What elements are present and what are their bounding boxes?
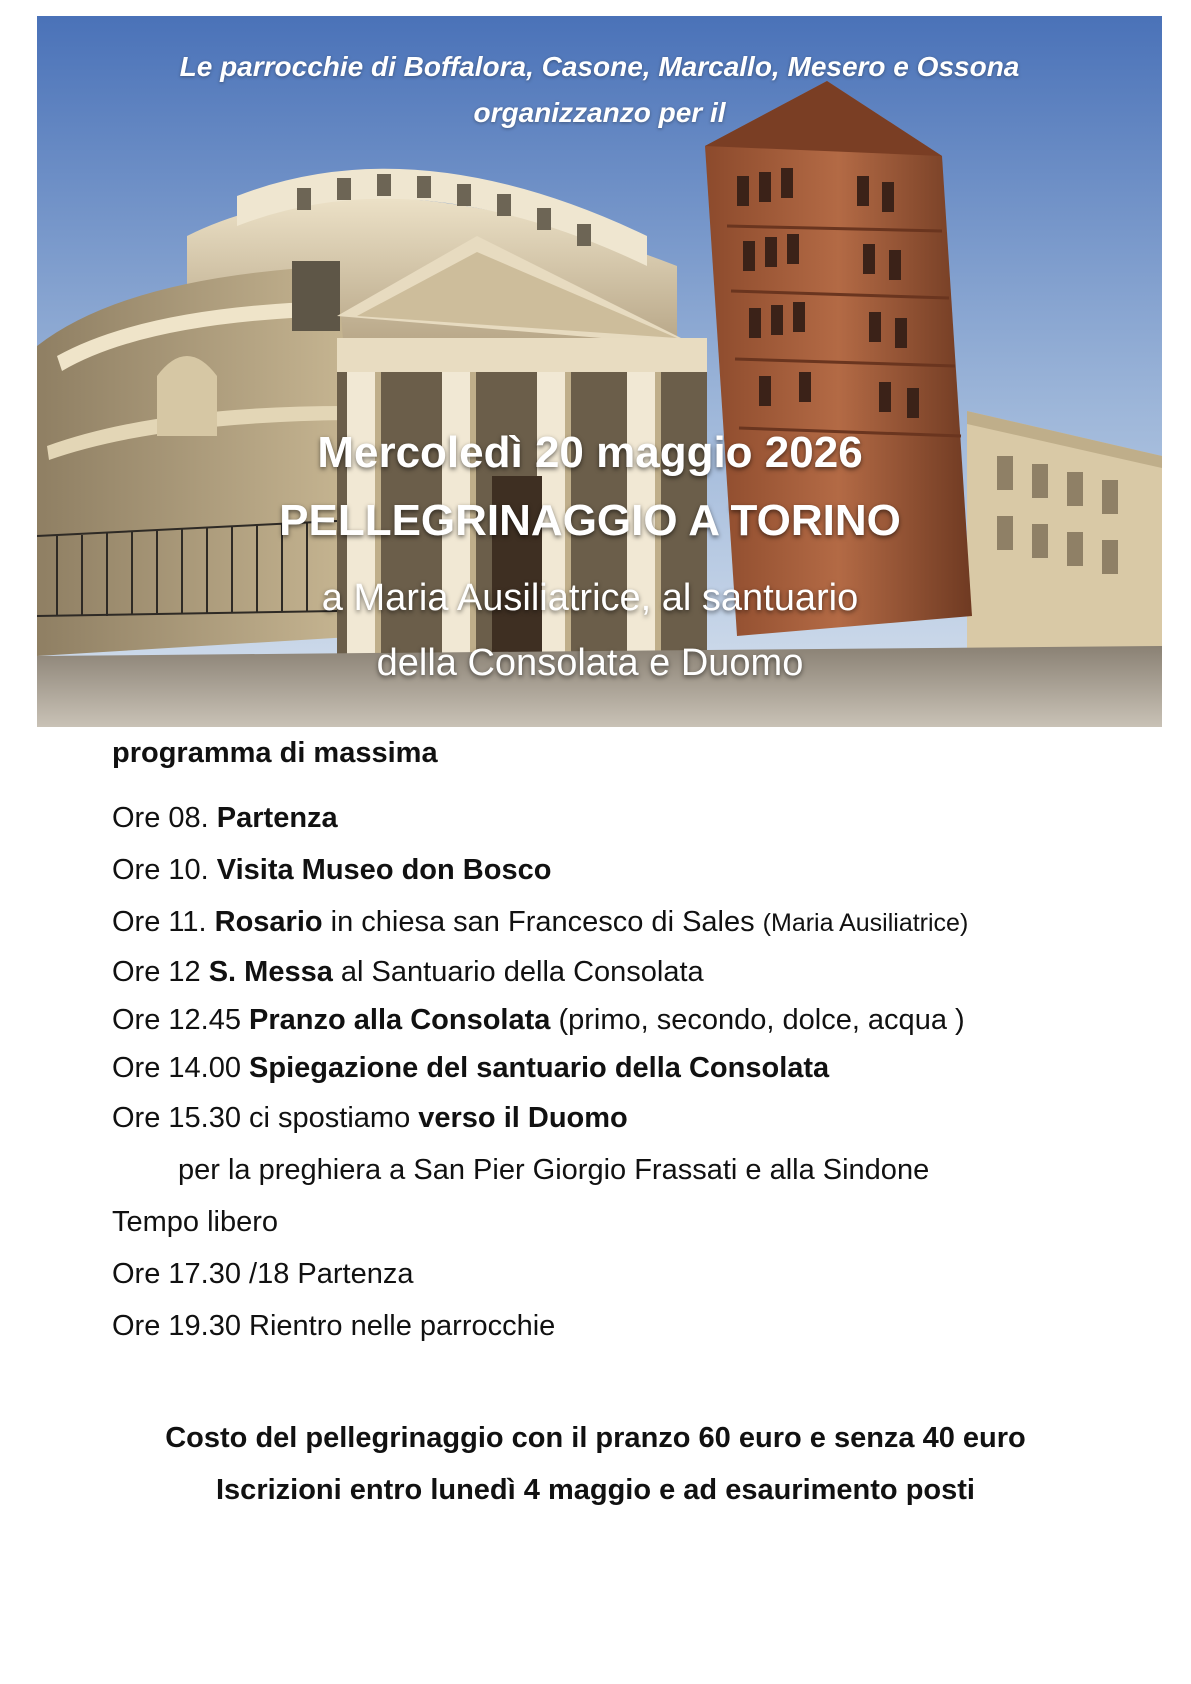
- program-item-activity: verso il Duomo: [418, 1102, 628, 1134]
- program-item-time: Ore 11.: [112, 906, 215, 938]
- program-item-time: Ore 15.30 ci spostiamo: [112, 1102, 419, 1134]
- program-item-time: Ore 10.: [112, 854, 217, 886]
- program-item-detail: (primo, secondo, dolce, acqua ): [550, 1004, 965, 1036]
- program-item: [112, 1092, 968, 1144]
- program-item-activity: Visita Museo don Bosco: [216, 854, 552, 886]
- program-item-note: (Maria Ausiliatrice): [762, 909, 969, 937]
- program-item-time: Ore 14.00: [112, 1052, 250, 1084]
- intro-text: [37, 44, 1162, 136]
- intro-line-2: organizzanzo per il: [473, 97, 726, 128]
- intro-line-1: Le parrocchie di Boffalora, Casone, Marcallo, Mesero e Ossona: [179, 51, 1020, 82]
- cost-line: Costo del pellegrinaggio con il pranzo 60 euro e senza 40 euro: [165, 1422, 1026, 1454]
- return-line: Ore 19.30 Rientro nelle parrocchie: [112, 1310, 556, 1342]
- free-time-label: Tempo libero: [112, 1206, 279, 1238]
- program-item-activity: Pranzo alla Consolata: [249, 1004, 551, 1036]
- program-item-detail: al Santuario della Consolata: [332, 956, 704, 988]
- program-item-detail: in chiesa san Francesco di Sales: [322, 906, 763, 938]
- program-item-activity: Partenza: [216, 802, 338, 834]
- program-item-time: Ore 12: [112, 956, 209, 988]
- program-item-activity: Rosario: [214, 906, 323, 938]
- program-heading: programma di massima: [112, 737, 438, 769]
- event-subtitle-line-1: a Maria Ausiliatrice, al santuario: [321, 577, 859, 619]
- program-item: [112, 948, 968, 996]
- program-item-activity: S. Messa: [208, 956, 333, 988]
- program-item-time: Ore 12.45: [112, 1004, 250, 1036]
- registration-line: Iscrizioni entro lunedì 4 maggio e ad esaurimento posti: [216, 1474, 975, 1506]
- event-title: PELLEGRINAGGIO A TORINO: [279, 496, 901, 545]
- program-item: [112, 1044, 968, 1092]
- hero-photo: [37, 16, 1162, 727]
- departure-line: Ore 17.30 /18 Partenza: [112, 1258, 414, 1290]
- program-item: [112, 896, 968, 948]
- program-item-time: Ore 08.: [112, 802, 217, 834]
- event-date: Mercoledì 20 maggio 2026: [317, 428, 863, 477]
- program-item-indent: per la preghiera a San Pier Giorgio Frassati e alla Sindone: [178, 1154, 930, 1186]
- event-subtitle-line-2: della Consolata e Duomo: [376, 642, 804, 684]
- footer-info: [0, 1412, 1191, 1516]
- program-item-activity: Spiegazione del santuario della Consolata: [249, 1052, 830, 1084]
- program-item: [112, 792, 968, 844]
- program-item: [112, 996, 968, 1044]
- program-item: [112, 844, 968, 896]
- program-section: [112, 737, 968, 1352]
